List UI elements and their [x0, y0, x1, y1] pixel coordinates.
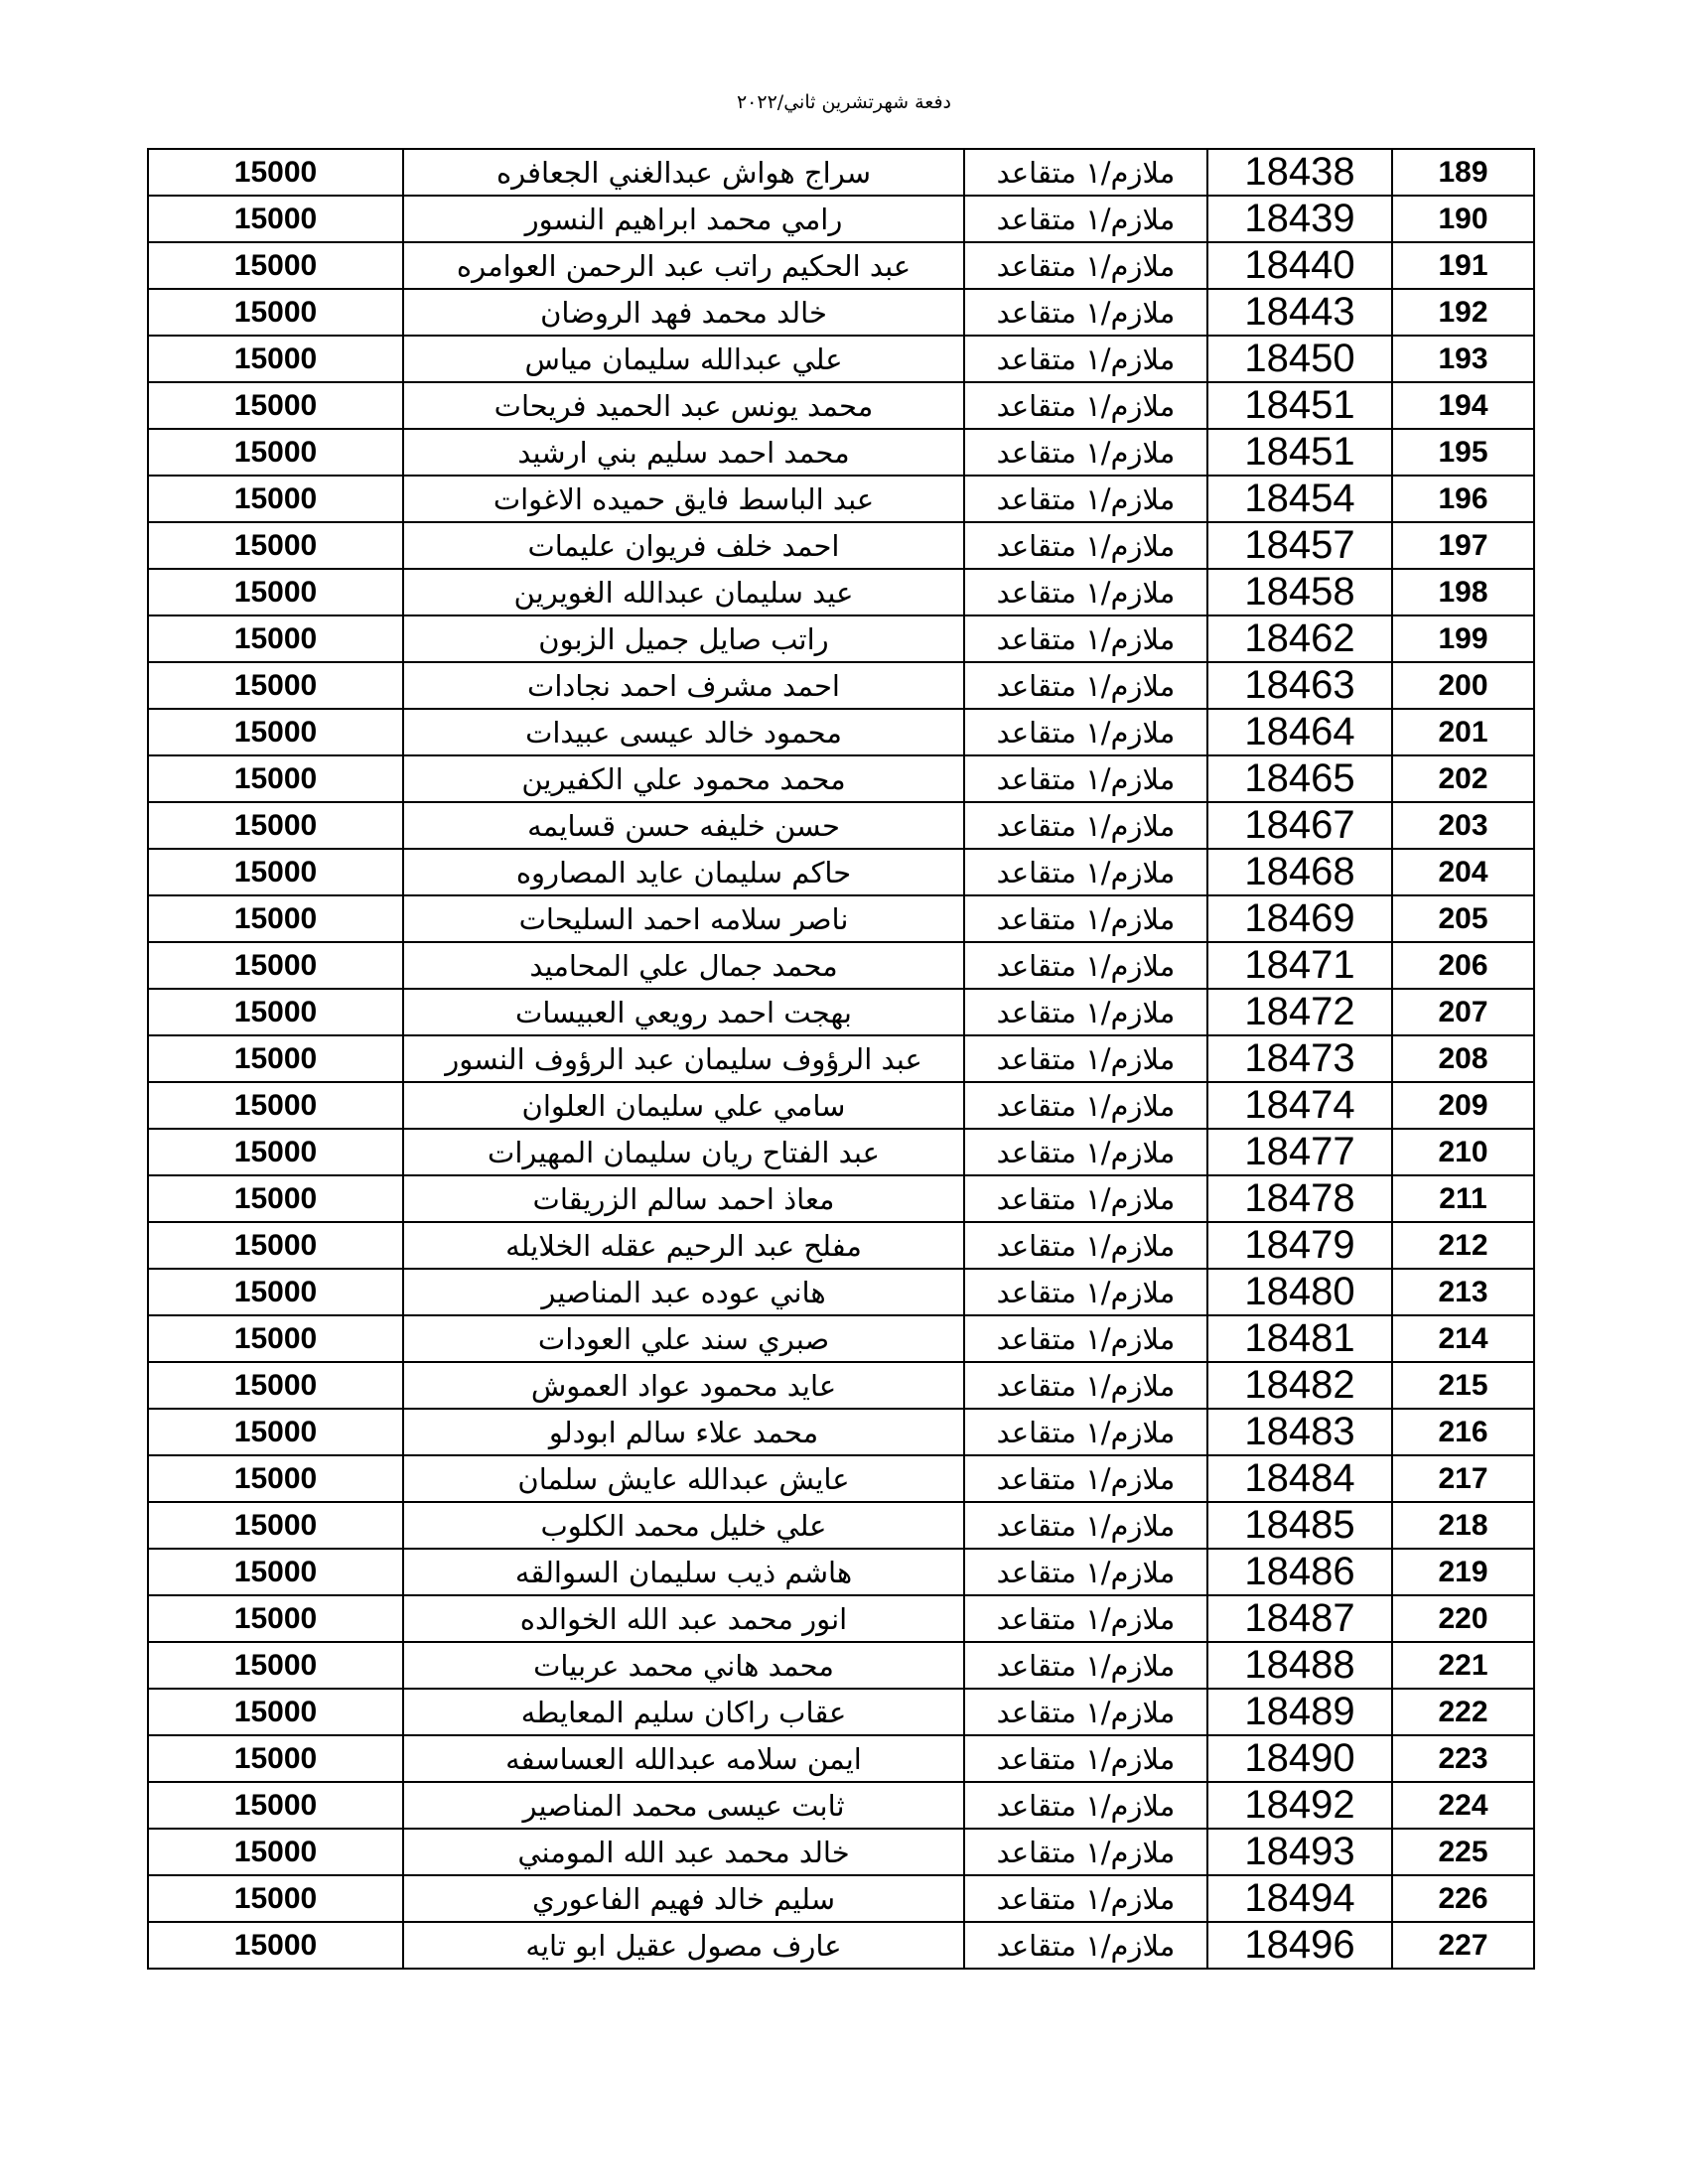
row-number-cell: 221	[1392, 1642, 1534, 1689]
name-cell: محمد محمود علي الكفيرين	[403, 755, 964, 802]
rank-cell: ملازم/١ متقاعد	[964, 336, 1207, 382]
row-number-cell: 203	[1392, 802, 1534, 849]
rank-cell: ملازم/١ متقاعد	[964, 942, 1207, 989]
service-number-cell: 18451	[1207, 429, 1392, 476]
row-number-cell: 217	[1392, 1455, 1534, 1502]
name-cell: عارف مصول عقيل ابو تايه	[403, 1922, 964, 1969]
row-number-cell: 212	[1392, 1222, 1534, 1269]
service-number-cell: 18485	[1207, 1502, 1392, 1549]
name-cell: مفلح عبد الرحيم عقله الخلايله	[403, 1222, 964, 1269]
row-number-cell: 220	[1392, 1595, 1534, 1642]
table-row	[148, 1829, 1534, 1875]
row-number-cell: 226	[1392, 1875, 1534, 1922]
row-number-cell: 225	[1392, 1829, 1534, 1875]
name-cell: سراج هواش عبدالغني الجعافره	[403, 149, 964, 196]
service-number-cell: 18492	[1207, 1782, 1392, 1829]
amount-cell: 15000	[148, 569, 403, 615]
table-row	[148, 1269, 1534, 1315]
table-row	[148, 1222, 1534, 1269]
table-row	[148, 476, 1534, 522]
name-cell: حسن خليفه حسن قسايمه	[403, 802, 964, 849]
table-row	[148, 1875, 1534, 1922]
row-number-cell: 224	[1392, 1782, 1534, 1829]
name-cell: عايش عبدالله عايش سلمان	[403, 1455, 964, 1502]
row-number-cell: 207	[1392, 989, 1534, 1035]
row-number-cell: 192	[1392, 289, 1534, 336]
row-number-cell: 196	[1392, 476, 1534, 522]
service-number-cell: 18450	[1207, 336, 1392, 382]
row-number-cell: 193	[1392, 336, 1534, 382]
table-row	[148, 662, 1534, 709]
row-number-cell: 202	[1392, 755, 1534, 802]
rank-cell: ملازم/١ متقاعد	[964, 1642, 1207, 1689]
table-row	[148, 1082, 1534, 1129]
rank-cell: ملازم/١ متقاعد	[964, 802, 1207, 849]
name-cell: سامي علي سليمان العلوان	[403, 1082, 964, 1129]
service-number-cell: 18454	[1207, 476, 1392, 522]
amount-cell: 15000	[148, 1362, 403, 1409]
service-number-cell: 18463	[1207, 662, 1392, 709]
rank-cell: ملازم/١ متقاعد	[964, 1269, 1207, 1315]
service-number-cell: 18443	[1207, 289, 1392, 336]
table-row	[148, 989, 1534, 1035]
service-number-cell: 18468	[1207, 849, 1392, 895]
row-number-cell: 214	[1392, 1315, 1534, 1362]
table-row	[148, 709, 1534, 755]
name-cell: احمد مشرف احمد نجادات	[403, 662, 964, 709]
table-row	[148, 569, 1534, 615]
service-number-cell: 18471	[1207, 942, 1392, 989]
name-cell: راتب صايل جميل الزبون	[403, 615, 964, 662]
name-cell: معاذ احمد سالم الزريقات	[403, 1175, 964, 1222]
rank-cell: ملازم/١ متقاعد	[964, 1315, 1207, 1362]
table-row	[148, 1362, 1534, 1409]
rank-cell: ملازم/١ متقاعد	[964, 1782, 1207, 1829]
rank-cell: ملازم/١ متقاعد	[964, 522, 1207, 569]
row-number-cell: 213	[1392, 1269, 1534, 1315]
name-cell: عايد محمود عواد العموش	[403, 1362, 964, 1409]
amount-cell: 15000	[148, 289, 403, 336]
service-number-cell: 18465	[1207, 755, 1392, 802]
rank-cell: ملازم/١ متقاعد	[964, 289, 1207, 336]
table-row	[148, 382, 1534, 429]
service-number-cell: 18440	[1207, 242, 1392, 289]
service-number-cell: 18464	[1207, 709, 1392, 755]
row-number-cell: 204	[1392, 849, 1534, 895]
amount-cell: 15000	[148, 662, 403, 709]
roster-table	[147, 148, 1535, 1970]
table-row	[148, 1642, 1534, 1689]
service-number-cell: 18490	[1207, 1735, 1392, 1782]
row-number-cell: 201	[1392, 709, 1534, 755]
name-cell: ناصر سلامه احمد السليحات	[403, 895, 964, 942]
table-row	[148, 1922, 1534, 1969]
rank-cell: ملازم/١ متقاعد	[964, 1175, 1207, 1222]
amount-cell: 15000	[148, 1829, 403, 1875]
name-cell: عبد الحكيم راتب عبد الرحمن العوامره	[403, 242, 964, 289]
service-number-cell: 18469	[1207, 895, 1392, 942]
service-number-cell: 18457	[1207, 522, 1392, 569]
row-number-cell: 197	[1392, 522, 1534, 569]
name-cell: هاشم ذيب سليمان السوالقه	[403, 1549, 964, 1595]
row-number-cell: 216	[1392, 1409, 1534, 1455]
name-cell: محمد علاء سالم ابودلو	[403, 1409, 964, 1455]
table-row	[148, 802, 1534, 849]
name-cell: عيد سليمان عبدالله الغويرين	[403, 569, 964, 615]
rank-cell: ملازم/١ متقاعد	[964, 989, 1207, 1035]
name-cell: سليم خالد فهيم الفاعوري	[403, 1875, 964, 1922]
name-cell: علي خليل محمد الكلوب	[403, 1502, 964, 1549]
table-row	[148, 1735, 1534, 1782]
table-row	[148, 849, 1534, 895]
service-number-cell: 18474	[1207, 1082, 1392, 1129]
row-number-cell: 190	[1392, 196, 1534, 242]
rank-cell: ملازم/١ متقاعد	[964, 429, 1207, 476]
amount-cell: 15000	[148, 522, 403, 569]
rank-cell: ملازم/١ متقاعد	[964, 1922, 1207, 1969]
amount-cell: 15000	[148, 802, 403, 849]
service-number-cell: 18473	[1207, 1035, 1392, 1082]
table-row	[148, 242, 1534, 289]
row-number-cell: 210	[1392, 1129, 1534, 1175]
table-row	[148, 336, 1534, 382]
roster-table-body	[148, 149, 1534, 1969]
table-row	[148, 1595, 1534, 1642]
table-row	[148, 429, 1534, 476]
table-row	[148, 522, 1534, 569]
rank-cell: ملازم/١ متقاعد	[964, 1502, 1207, 1549]
name-cell: هاني عوده عبد المناصير	[403, 1269, 964, 1315]
row-number-cell: 199	[1392, 615, 1534, 662]
service-number-cell: 18488	[1207, 1642, 1392, 1689]
rank-cell: ملازم/١ متقاعد	[964, 196, 1207, 242]
service-number-cell: 18487	[1207, 1595, 1392, 1642]
rank-cell: ملازم/١ متقاعد	[964, 382, 1207, 429]
amount-cell: 15000	[148, 989, 403, 1035]
table-row	[148, 895, 1534, 942]
rank-cell: ملازم/١ متقاعد	[964, 662, 1207, 709]
table-row	[148, 1549, 1534, 1595]
service-number-cell: 18477	[1207, 1129, 1392, 1175]
rank-cell: ملازم/١ متقاعد	[964, 849, 1207, 895]
service-number-cell: 18493	[1207, 1829, 1392, 1875]
amount-cell: 15000	[148, 1175, 403, 1222]
name-cell: خالد محمد عبد الله المومني	[403, 1829, 964, 1875]
table-row	[148, 289, 1534, 336]
row-number-cell: 215	[1392, 1362, 1534, 1409]
rank-cell: ملازم/١ متقاعد	[964, 1082, 1207, 1129]
amount-cell: 15000	[148, 1502, 403, 1549]
amount-cell: 15000	[148, 1455, 403, 1502]
name-cell: حاكم سليمان عايد المصاروه	[403, 849, 964, 895]
rank-cell: ملازم/١ متقاعد	[964, 1222, 1207, 1269]
rank-cell: ملازم/١ متقاعد	[964, 1595, 1207, 1642]
row-number-cell: 206	[1392, 942, 1534, 989]
service-number-cell: 18496	[1207, 1922, 1392, 1969]
row-number-cell: 195	[1392, 429, 1534, 476]
amount-cell: 15000	[148, 1735, 403, 1782]
amount-cell: 15000	[148, 1642, 403, 1689]
table-row	[148, 1782, 1534, 1829]
table-row	[148, 755, 1534, 802]
amount-cell: 15000	[148, 429, 403, 476]
rank-cell: ملازم/١ متقاعد	[964, 476, 1207, 522]
rank-cell: ملازم/١ متقاعد	[964, 1409, 1207, 1455]
name-cell: رامي محمد ابراهيم النسور	[403, 196, 964, 242]
amount-cell: 15000	[148, 1782, 403, 1829]
service-number-cell: 18494	[1207, 1875, 1392, 1922]
name-cell: خالد محمد فهد الروضان	[403, 289, 964, 336]
name-cell: عبد الرؤوف سليمان عبد الرؤوف النسور	[403, 1035, 964, 1082]
rank-cell: ملازم/١ متقاعد	[964, 1129, 1207, 1175]
table-row	[148, 1315, 1534, 1362]
row-number-cell: 205	[1392, 895, 1534, 942]
name-cell: ايمن سلامه عبدالله العساسفه	[403, 1735, 964, 1782]
amount-cell: 15000	[148, 1269, 403, 1315]
amount-cell: 15000	[148, 1595, 403, 1642]
name-cell: محمود خالد عيسى عبيدات	[403, 709, 964, 755]
amount-cell: 15000	[148, 1409, 403, 1455]
rank-cell: ملازم/١ متقاعد	[964, 1455, 1207, 1502]
name-cell: محمد هاني محمد عربيات	[403, 1642, 964, 1689]
service-number-cell: 18481	[1207, 1315, 1392, 1362]
row-number-cell: 189	[1392, 149, 1534, 196]
amount-cell: 15000	[148, 196, 403, 242]
amount-cell: 15000	[148, 895, 403, 942]
name-cell: عبد الباسط فايق حميده الاغوات	[403, 476, 964, 522]
amount-cell: 15000	[148, 149, 403, 196]
name-cell: بهجت احمد رويعي العبيسات	[403, 989, 964, 1035]
amount-cell: 15000	[148, 1129, 403, 1175]
row-number-cell: 211	[1392, 1175, 1534, 1222]
rank-cell: ملازم/١ متقاعد	[964, 1735, 1207, 1782]
amount-cell: 15000	[148, 242, 403, 289]
service-number-cell: 18458	[1207, 569, 1392, 615]
service-number-cell: 18482	[1207, 1362, 1392, 1409]
table-row	[148, 149, 1534, 196]
row-number-cell: 223	[1392, 1735, 1534, 1782]
rank-cell: ملازم/١ متقاعد	[964, 149, 1207, 196]
service-number-cell: 18480	[1207, 1269, 1392, 1315]
row-number-cell: 194	[1392, 382, 1534, 429]
name-cell: احمد خلف فريوان عليمات	[403, 522, 964, 569]
row-number-cell: 222	[1392, 1689, 1534, 1735]
rank-cell: ملازم/١ متقاعد	[964, 755, 1207, 802]
row-number-cell: 209	[1392, 1082, 1534, 1129]
row-number-cell: 198	[1392, 569, 1534, 615]
amount-cell: 15000	[148, 1689, 403, 1735]
amount-cell: 15000	[148, 1035, 403, 1082]
table-row	[148, 1175, 1534, 1222]
amount-cell: 15000	[148, 336, 403, 382]
table-row	[148, 615, 1534, 662]
table-row	[148, 1502, 1534, 1549]
name-cell: محمد احمد سليم بني ارشيد	[403, 429, 964, 476]
service-number-cell: 18462	[1207, 615, 1392, 662]
service-number-cell: 18489	[1207, 1689, 1392, 1735]
amount-cell: 15000	[148, 942, 403, 989]
rank-cell: ملازم/١ متقاعد	[964, 1035, 1207, 1082]
amount-cell: 15000	[148, 382, 403, 429]
rank-cell: ملازم/١ متقاعد	[964, 615, 1207, 662]
name-cell: عبد الفتاح ريان سليمان المهيرات	[403, 1129, 964, 1175]
amount-cell: 15000	[148, 1922, 403, 1969]
page-title: دفعة شهرتشرين ثاني/٢٠٢٢	[736, 91, 952, 113]
table-row	[148, 942, 1534, 989]
row-number-cell: 219	[1392, 1549, 1534, 1595]
service-number-cell: 18451	[1207, 382, 1392, 429]
amount-cell: 15000	[148, 709, 403, 755]
row-number-cell: 200	[1392, 662, 1534, 709]
name-cell: علي عبدالله سليمان مياس	[403, 336, 964, 382]
rank-cell: ملازم/١ متقاعد	[964, 1362, 1207, 1409]
rank-cell: ملازم/١ متقاعد	[964, 569, 1207, 615]
amount-cell: 15000	[148, 615, 403, 662]
table-row	[148, 196, 1534, 242]
rank-cell: ملازم/١ متقاعد	[964, 1875, 1207, 1922]
table-row	[148, 1409, 1534, 1455]
rank-cell: ملازم/١ متقاعد	[964, 709, 1207, 755]
service-number-cell: 18438	[1207, 149, 1392, 196]
row-number-cell: 208	[1392, 1035, 1534, 1082]
rank-cell: ملازم/١ متقاعد	[964, 1689, 1207, 1735]
amount-cell: 15000	[148, 755, 403, 802]
service-number-cell: 18439	[1207, 196, 1392, 242]
row-number-cell: 218	[1392, 1502, 1534, 1549]
service-number-cell: 18486	[1207, 1549, 1392, 1595]
name-cell: صبري سند علي العودات	[403, 1315, 964, 1362]
amount-cell: 15000	[148, 849, 403, 895]
amount-cell: 15000	[148, 1315, 403, 1362]
amount-cell: 15000	[148, 1082, 403, 1129]
table-row	[148, 1129, 1534, 1175]
name-cell: ثابت عيسى محمد المناصير	[403, 1782, 964, 1829]
service-number-cell: 18483	[1207, 1409, 1392, 1455]
service-number-cell: 18484	[1207, 1455, 1392, 1502]
rank-cell: ملازم/١ متقاعد	[964, 1829, 1207, 1875]
service-number-cell: 18479	[1207, 1222, 1392, 1269]
rank-cell: ملازم/١ متقاعد	[964, 242, 1207, 289]
table-row	[148, 1455, 1534, 1502]
service-number-cell: 18467	[1207, 802, 1392, 849]
name-cell: محمد يونس عبد الحميد فريحات	[403, 382, 964, 429]
rank-cell: ملازم/١ متقاعد	[964, 895, 1207, 942]
amount-cell: 15000	[148, 1875, 403, 1922]
amount-cell: 15000	[148, 1549, 403, 1595]
service-number-cell: 18472	[1207, 989, 1392, 1035]
name-cell: عقاب راكان سليم المعايطه	[403, 1689, 964, 1735]
amount-cell: 15000	[148, 1222, 403, 1269]
row-number-cell: 191	[1392, 242, 1534, 289]
table-row	[148, 1689, 1534, 1735]
rank-cell: ملازم/١ متقاعد	[964, 1549, 1207, 1595]
service-number-cell: 18478	[1207, 1175, 1392, 1222]
name-cell: محمد جمال علي المحاميد	[403, 942, 964, 989]
name-cell: انور محمد عبد الله الخوالده	[403, 1595, 964, 1642]
row-number-cell: 227	[1392, 1922, 1534, 1969]
table-row	[148, 1035, 1534, 1082]
amount-cell: 15000	[148, 476, 403, 522]
